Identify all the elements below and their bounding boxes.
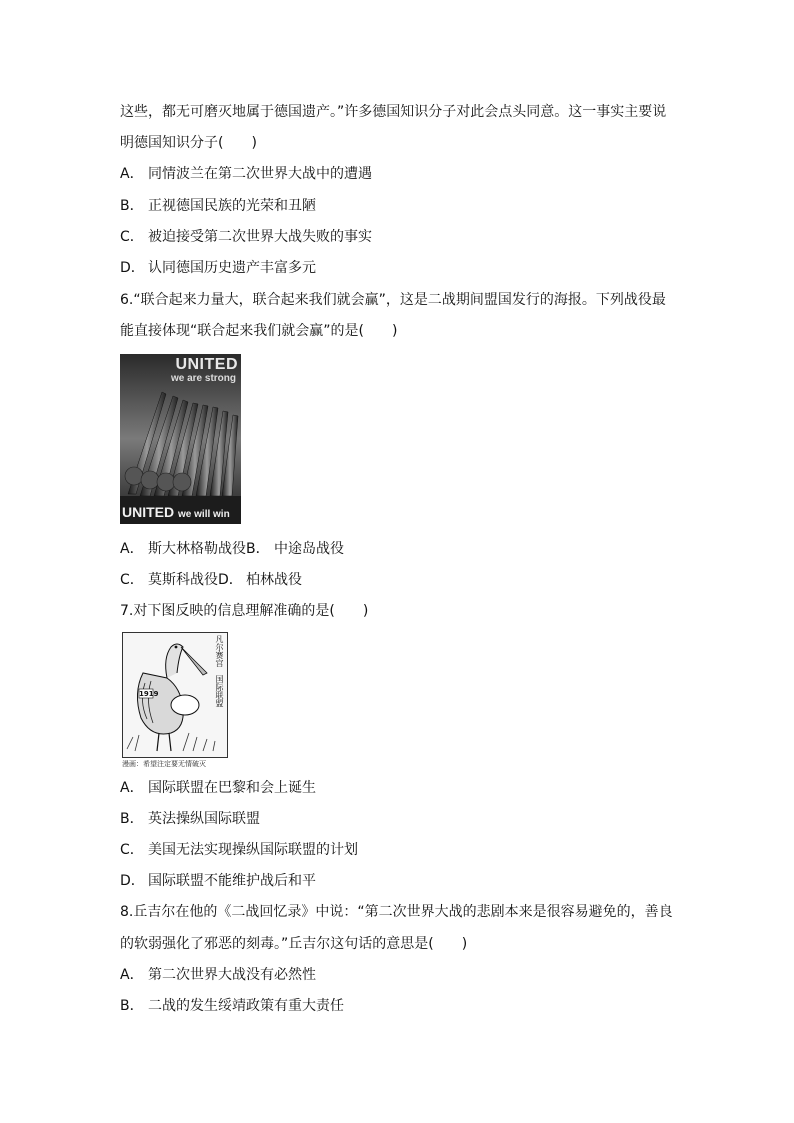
q7-stem: 7.对下图反映的信息理解准确的是( )	[120, 603, 369, 619]
option-text: 国际联盟在巴黎和会上诞生	[148, 780, 316, 796]
q5-option-c	[120, 227, 372, 247]
option-text: 被迫接受第二次世界大战失败的事实	[148, 229, 372, 245]
option-text: 柏林战役	[246, 572, 302, 588]
poster-top-title: UNITED	[175, 356, 238, 373]
option-key: A．	[120, 967, 144, 983]
q5-option-d	[120, 258, 316, 278]
option-key: B．	[120, 811, 144, 827]
option-key: B．	[120, 998, 144, 1014]
poster-bottom-subtitle: we will win	[178, 509, 230, 520]
option-key: C．	[120, 572, 144, 588]
league-cartoon-image	[122, 632, 228, 758]
q7-option-a	[120, 778, 316, 798]
option-key: D．	[218, 572, 243, 588]
q5-stem-line-1: 这些，都无可磨灭地属于德国遗产。”许多德国知识分子对此会点头同意。这一事实主要说	[120, 104, 667, 120]
option-text: 正视德国民族的光荣和丑陋	[148, 198, 316, 214]
option-key: A．	[120, 166, 144, 182]
q7-option-b	[120, 809, 260, 829]
option-key: D．	[120, 873, 145, 889]
q8-option-a	[120, 965, 316, 985]
q5-stem-line-2: 明德国知识分子( )	[120, 135, 257, 151]
q8-stem-line-2: 的软弱强化了邪恶的刻毒。”丘吉尔这句话的意思是( )	[120, 936, 468, 952]
option-text: 国际联盟不能维护战后和平	[148, 873, 316, 889]
cartoon-year-label: 1919	[139, 690, 159, 698]
united-poster-image	[120, 354, 241, 524]
option-key: A．	[120, 541, 144, 557]
q5-option-a	[120, 164, 372, 184]
cartoon-label-versailles: 凡尔赛宫	[215, 635, 224, 667]
q5-option-b	[120, 196, 316, 216]
q7-option-c	[120, 840, 358, 860]
option-key: C．	[120, 229, 144, 245]
q8-stem-line-1: 8.丘吉尔在他的《二战回忆录》中说：“第二次世界大战的悲剧本来是很容易避免的，善良	[120, 904, 673, 920]
option-key: B．	[120, 198, 144, 214]
option-text: 斯大林格勒战役	[148, 541, 246, 557]
poster-top-subtitle: we are strong	[170, 373, 236, 384]
cartoon-caption: 漫画：希望注定要无情破灭	[122, 760, 206, 768]
q6-stem-line-2: 能直接体现“联合起来我们就会赢”的是( )	[120, 323, 398, 339]
q6-options-row-1	[120, 539, 344, 559]
q6-options-row-2	[120, 570, 302, 590]
option-text: 同情波兰在第二次世界大战中的遭遇	[148, 166, 372, 182]
option-text: 美国无法实现操纵国际联盟的计划	[148, 842, 358, 858]
option-text: 认同德国历史遗产丰富多元	[148, 260, 316, 276]
option-text: 二战的发生绥靖政策有重大责任	[148, 998, 344, 1014]
option-text: 英法操纵国际联盟	[148, 811, 260, 827]
option-key: D．	[120, 260, 145, 276]
cartoon-label-league: 国际联盟	[215, 675, 224, 707]
poster-bottom-text	[122, 504, 240, 520]
q8-option-b	[120, 996, 344, 1016]
option-text: 中途岛战役	[274, 541, 344, 557]
option-text: 第二次世界大战没有必然性	[148, 967, 316, 983]
option-key: A．	[120, 780, 144, 796]
q6-stem-line-1: 6.“联合起来力量大，联合起来我们就会赢”，这是二战期间盟国发行的海报。下列战役最	[120, 292, 666, 308]
poster-bottom-title: UNITED	[122, 504, 175, 520]
option-text: 莫斯科战役	[148, 572, 218, 588]
q7-option-d	[120, 871, 316, 891]
option-key: B．	[246, 541, 270, 557]
option-key: C．	[120, 842, 144, 858]
